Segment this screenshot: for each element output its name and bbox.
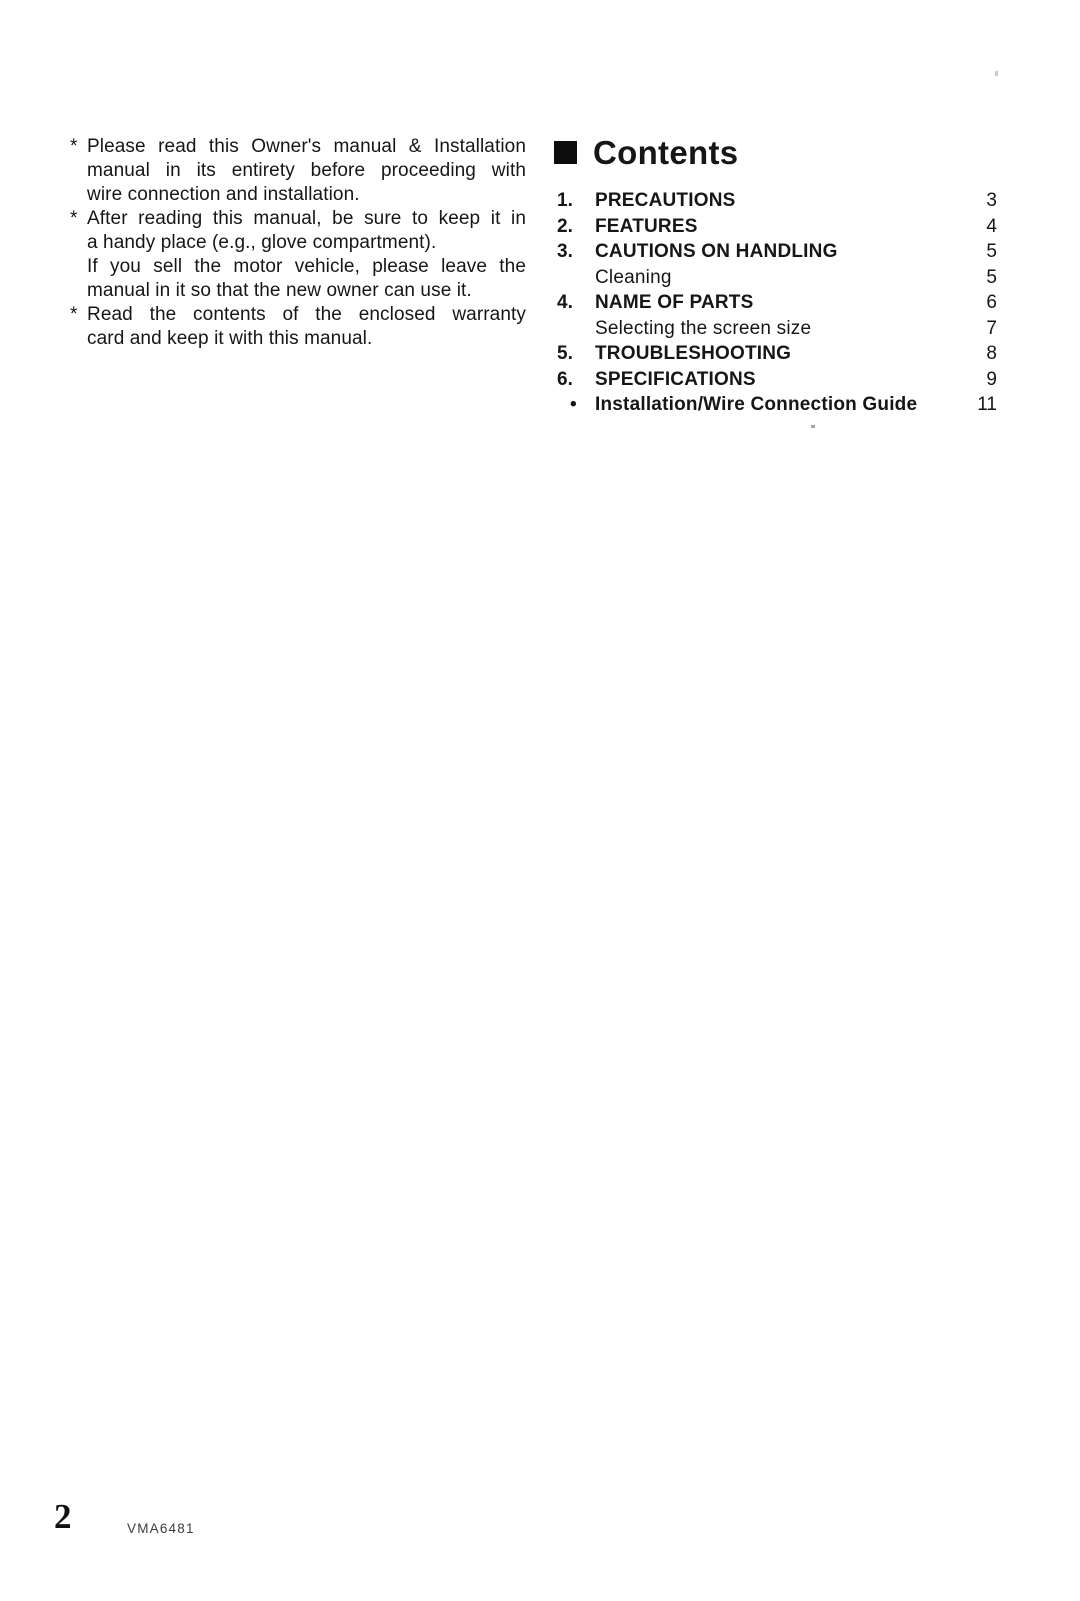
toc-number: 1. [557, 190, 573, 211]
toc-row-features [557, 214, 997, 240]
toc-page-number: 8 [986, 343, 997, 364]
asterisk-marker: * [70, 136, 78, 157]
note-text [87, 207, 526, 303]
toc-row-cleaning [557, 265, 997, 291]
toc-title: CAUTIONS ON HANDLING [595, 241, 838, 262]
note-line: If you sell the motor vehicle, please leave the [87, 256, 526, 277]
toc-page-number: 3 [986, 190, 997, 211]
toc-number: 6. [557, 368, 573, 390]
toc-title: Installation/Wire Connection Guide [595, 394, 918, 415]
bullet-dot-icon: • [570, 394, 577, 415]
note-keep-manual [70, 207, 526, 303]
square-bullet-icon [554, 141, 577, 164]
toc-number: 3. [557, 241, 573, 262]
scan-artifact [995, 71, 998, 76]
toc-page-number: 4 [986, 215, 997, 237]
note-line: manual in it so that the new owner can use it. [87, 280, 472, 301]
document-code: VMA6481 [127, 1521, 195, 1536]
toc-row-selecting-screen-size [557, 316, 997, 342]
toc-subtitle: Cleaning [595, 266, 672, 288]
note-line: wire connection and installation. [87, 184, 360, 205]
note-line: a handy place (e.g., glove compartment). [87, 232, 437, 253]
toc-subtitle: Selecting the screen size [595, 317, 812, 339]
asterisk-marker: * [70, 304, 78, 325]
note-line: Read the contents of the enclosed warranty [87, 304, 526, 325]
toc-title: NAME OF PARTS [595, 292, 754, 313]
toc-row-specifications [557, 367, 997, 393]
note-line: After reading this manual, be sure to keep it in [87, 208, 526, 229]
note-text [87, 135, 526, 207]
asterisk-marker: * [70, 208, 78, 229]
note-text [87, 303, 526, 351]
toc-page-number: 5 [986, 241, 997, 262]
contents-title: Contents [593, 134, 739, 171]
note-line: manual in its entirety before proceeding with [87, 160, 526, 181]
toc-row-troubleshooting [557, 341, 997, 367]
toc-page-number: 5 [986, 266, 997, 288]
toc-title: TROUBLESHOOTING [595, 343, 792, 364]
note-line: Please read this Owner's manual & Installation [87, 136, 526, 157]
scan-artifact [811, 425, 815, 428]
toc-row-name-of-parts [557, 290, 997, 316]
page-number: 2 [54, 1497, 72, 1536]
toc-title: SPECIFICATIONS [595, 368, 756, 390]
note-line: card and keep it with this manual. [87, 328, 373, 349]
table-of-contents [557, 188, 997, 418]
toc-row-precautions [557, 188, 997, 214]
toc-number: 4. [557, 292, 573, 313]
toc-row-installation-wire-guide [557, 392, 997, 418]
note-read-manual [70, 135, 526, 207]
toc-page-number: 6 [986, 292, 997, 313]
note-warranty-card [70, 303, 526, 351]
toc-title: PRECAUTIONS [595, 190, 736, 211]
toc-page-number: 7 [986, 317, 997, 339]
toc-number: 2. [557, 215, 573, 237]
toc-row-cautions-on-handling [557, 239, 997, 265]
toc-page-number: 9 [986, 368, 997, 390]
reader-notes [70, 135, 526, 351]
toc-number: 5. [557, 343, 573, 364]
toc-title: FEATURES [595, 215, 698, 237]
toc-page-number: 11 [977, 394, 997, 415]
contents-heading [554, 136, 738, 169]
